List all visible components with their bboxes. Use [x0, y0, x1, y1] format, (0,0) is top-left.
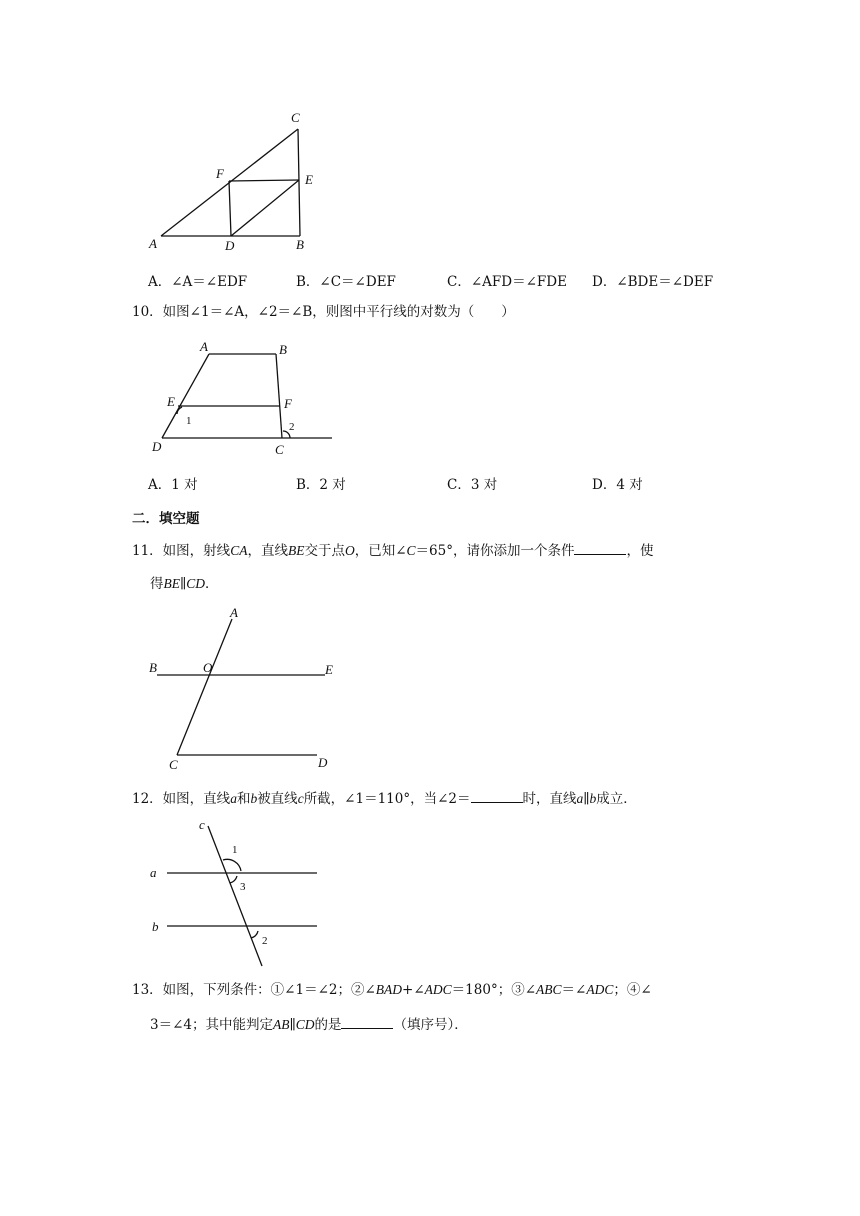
fig10-label-a: A [200, 339, 208, 354]
fig9-label-e: E [305, 172, 313, 187]
q13-text-g: ＝∠ [561, 982, 587, 998]
q13-line1 [132, 980, 652, 1000]
q12-text-c: 和 [236, 791, 251, 807]
fig12-label-a: a [150, 865, 157, 880]
q12-parallel: a∥b [576, 791, 597, 806]
q12-text-h: 时，直线 [522, 791, 577, 807]
q13-answer-blank[interactable] [341, 1014, 393, 1029]
q13-text-2a: 3＝∠4；其中能判定 [150, 1017, 273, 1033]
q13-angle-adc-2: ADC [586, 982, 614, 997]
fig10-label-b: B [279, 342, 287, 357]
fig10-label-c: C [275, 442, 284, 457]
q12-text-e: 被直线 [257, 791, 298, 807]
fig10-label-2: 2 [289, 421, 295, 433]
fig12-label-c: c [199, 817, 205, 832]
q11-text-e: 交于点 [304, 543, 345, 559]
q13-line2 [150, 1014, 468, 1035]
q11-text-j: ，使 [626, 543, 654, 559]
fig11-label-a: A [230, 605, 238, 620]
fig9-label-c: C [291, 110, 300, 125]
q11-angle-c: C [406, 543, 416, 558]
fig11-label-o: O [203, 660, 213, 675]
q13-text-2d: （填序号）． [393, 1017, 468, 1033]
q10-choice-a: A．1 对 [148, 477, 198, 493]
fig10-label-f: F [284, 396, 292, 411]
q12-text-j: 成立． [596, 791, 637, 807]
q9-choice-c: C．∠AFD＝∠FDE [447, 274, 567, 290]
q13-angle-bad: BAD [375, 982, 403, 997]
q12-text-g: 所截，∠1＝110°，当∠2＝ [303, 791, 471, 807]
fig11-label-e: E [325, 662, 333, 677]
q11-line-be: BE [287, 543, 305, 558]
fig12-label-1: 1 [232, 844, 238, 856]
fig11-label-b: B [149, 660, 157, 675]
q12-line-b: b [250, 791, 258, 806]
fig12-label-3: 3 [240, 881, 246, 893]
q13-parallel: AB∥CD [273, 1017, 315, 1032]
q10-question: 10．如图∠1＝∠A，∠2＝∠B，则图中平行线的对数为（ ） [132, 304, 515, 320]
q12-text-a: 12．如图，直线 [132, 791, 231, 807]
q11-ray-ca: CA [230, 543, 248, 558]
q11-text-2a: 得 [150, 576, 164, 592]
fig10-label-d: D [152, 439, 162, 454]
fig9-label-d: D [225, 238, 235, 253]
q10-choice-c: C．3 对 [447, 477, 498, 493]
q13-text-a: 13．如图，下列条件：①∠1＝∠2；②∠ [132, 982, 376, 998]
fig12-label-2: 2 [262, 935, 268, 947]
q11-text-a: 11．如图，射线 [132, 543, 231, 559]
q10-choice-d: D．4 对 [592, 477, 643, 493]
q12-line-c: c [297, 791, 304, 806]
section-heading-fill-in: 二．填空题 [132, 511, 200, 527]
q13-text-c: +∠ [402, 982, 425, 998]
q11-text-g: ，已知∠ [354, 543, 407, 559]
q11-text-i: ＝65°，请你添加一个条件 [415, 543, 575, 559]
fig10-label-e: E [167, 394, 175, 409]
fig9-label-a: A [149, 236, 157, 251]
q13-angle-abc: ABC [536, 982, 562, 997]
q12-line-a: a [230, 791, 237, 806]
q11-text-2c: ． [204, 576, 219, 592]
q9-choice-a: A．∠A＝∠EDF [148, 274, 248, 290]
q11-text-c: ，直线 [247, 543, 288, 559]
q11-parallel: BE∥CD [163, 576, 205, 591]
q13-text-i: ；④∠ [613, 982, 652, 998]
fig9-label-f: F [216, 166, 224, 181]
fig10-label-1: 1 [186, 415, 192, 427]
q13-text-e: ＝180°；③∠ [451, 982, 537, 998]
q9-choice-b: B．∠C＝∠DEF [296, 274, 396, 290]
q11-point-o: O [344, 543, 355, 558]
q13-angle-adc: ADC [424, 982, 452, 997]
q9-choice-d: D．∠BDE＝∠DEF [592, 274, 714, 290]
fig11-label-c: C [169, 757, 178, 772]
fig12-label-b: b [152, 919, 159, 934]
q10-choice-b: B．2 对 [296, 477, 346, 493]
fig11-label-d: D [318, 755, 328, 770]
q13-text-2c: 的是 [314, 1017, 342, 1033]
fig9-label-b: B [296, 237, 304, 252]
